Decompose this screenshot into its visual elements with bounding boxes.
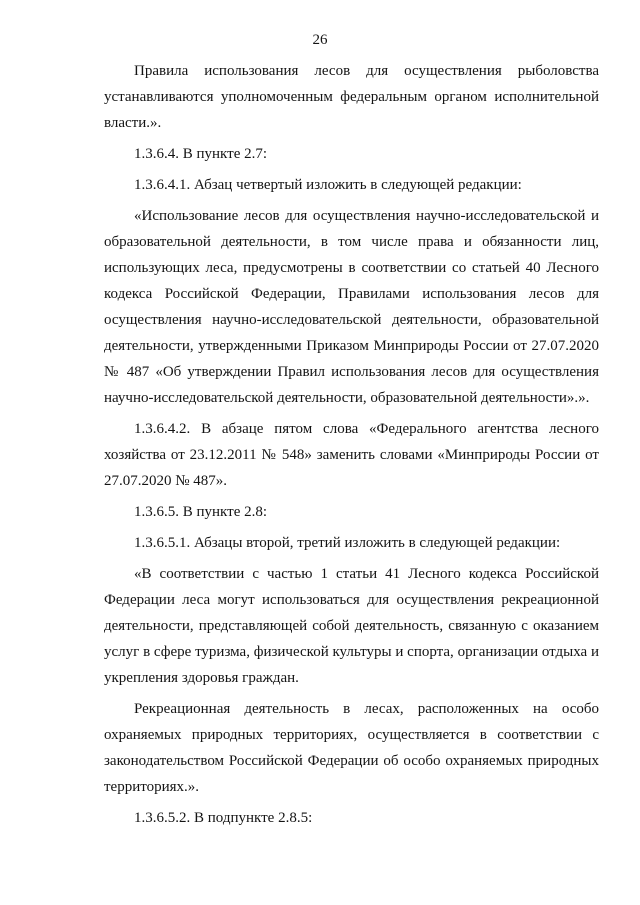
- paragraph: 1.3.6.5.2. В подпункте 2.8.5:: [134, 810, 313, 826]
- paragraph: 1.3.6.5. В пункте 2.8:: [134, 504, 268, 520]
- paragraph: 1.3.6.4.1. Абзац четвертый изложить в следующей редакции:: [134, 177, 522, 193]
- page-number: 26: [312, 32, 328, 48]
- paragraph: 1.3.6.4.2. В абзаце пятом слова «Федерального агентства лесного хозяйства от 23.12.2011 № 548» заменить словами «Минприроды России от 27.07.2020 № 487».: [104, 421, 599, 489]
- paragraph: Правила использования лесов для осуществления рыболовства устанавливаются уполномоченным федеральным органом исполнительной власти.».: [104, 63, 599, 131]
- paragraph: 1.3.6.4. В пункте 2.7:: [134, 146, 268, 162]
- paragraph: «В соответствии с частью 1 статьи 41 Лесного кодекса Российской Федерации леса могут использоваться для осуществления рекреационной деятельности, представляющей собой деятельность, связанную с оказанием услуг в сфере туризма, физической культуры и спорта, организации отдыха и укрепления здоровья граждан.: [104, 566, 599, 686]
- paragraph: Рекреационная деятельность в лесах, расположенных на особо охраняемых природных территориях, осуществляется в соответствии с законодательством Российской Федерации об особо охраняемых природных территориях.».: [104, 701, 599, 795]
- document-body: [104, 58, 599, 831]
- paragraph: «Использование лесов для осуществления научно-исследовательской и образовательной деятельности, в том числе права и обязанности лиц, использующих леса, предусмотрены в соответствии со статьей 40 Лесного кодекса Российской Федерации, Правилами использования лесов для осуществления научно-исследовательской деятельности, образовательной деятельности, утвержденными Приказом Минприроды России от 27.07.2020 № 487 «Об утверждении Правил использования лесов для осуществления научно-исследовательской деятельности, образовательной деятельности».».: [104, 208, 599, 406]
- paragraph: 1.3.6.5.1. Абзацы второй, третий изложить в следующей редакции:: [134, 535, 561, 551]
